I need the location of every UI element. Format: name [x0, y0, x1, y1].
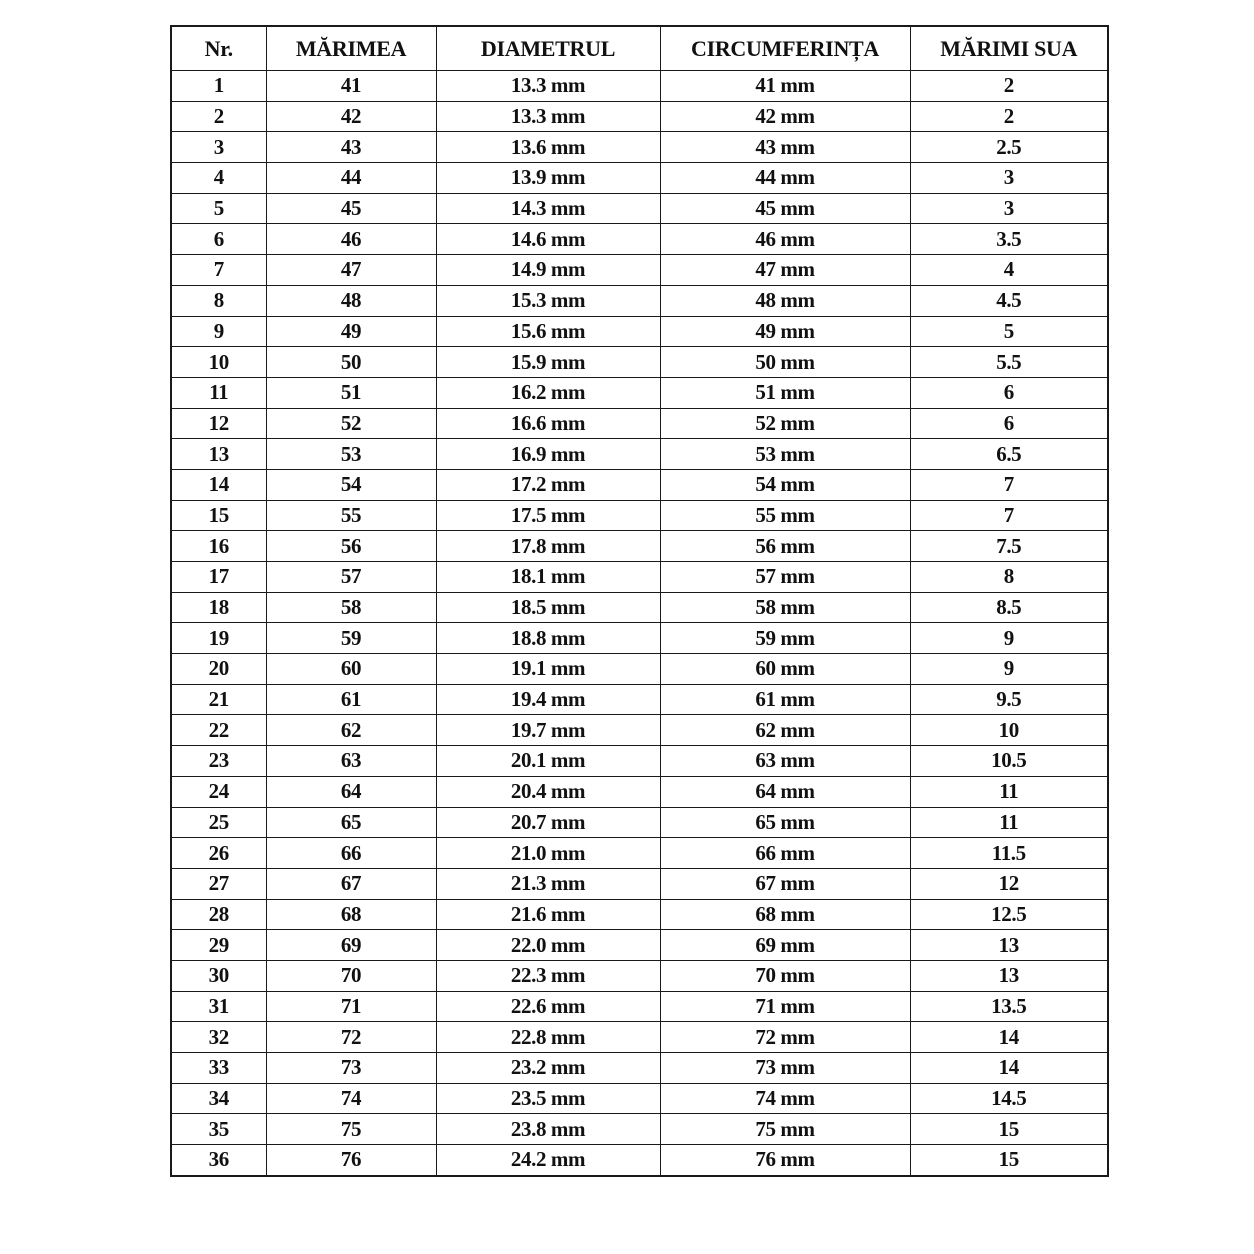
cell-nr: 7 — [171, 255, 266, 286]
cell-diameter: 20.4 mm — [436, 776, 660, 807]
cell-us-size: 3.5 — [910, 224, 1108, 255]
cell-circumference: 60 mm — [660, 654, 910, 685]
cell-size: 56 — [266, 531, 436, 562]
cell-nr: 25 — [171, 807, 266, 838]
cell-diameter: 19.7 mm — [436, 715, 660, 746]
cell-diameter: 23.5 mm — [436, 1083, 660, 1114]
header-nr: Nr. — [171, 26, 266, 71]
cell-nr: 35 — [171, 1114, 266, 1145]
cell-diameter: 17.2 mm — [436, 469, 660, 500]
table-row — [171, 1083, 1108, 1114]
cell-circumference: 53 mm — [660, 439, 910, 470]
cell-diameter: 18.1 mm — [436, 562, 660, 593]
cell-size: 42 — [266, 101, 436, 132]
table-row — [171, 163, 1108, 194]
header-row — [171, 26, 1108, 71]
cell-nr: 9 — [171, 316, 266, 347]
cell-diameter: 23.8 mm — [436, 1114, 660, 1145]
table-row — [171, 562, 1108, 593]
cell-us-size: 8.5 — [910, 592, 1108, 623]
cell-size: 58 — [266, 592, 436, 623]
table-row — [171, 347, 1108, 378]
cell-us-size: 7.5 — [910, 531, 1108, 562]
table-row — [171, 1022, 1108, 1053]
cell-diameter: 15.6 mm — [436, 316, 660, 347]
cell-circumference: 76 mm — [660, 1145, 910, 1176]
cell-diameter: 21.6 mm — [436, 899, 660, 930]
table-row — [171, 316, 1108, 347]
cell-circumference: 73 mm — [660, 1053, 910, 1084]
ring-size-table — [170, 25, 1109, 1177]
table-row — [171, 500, 1108, 531]
cell-diameter: 17.5 mm — [436, 500, 660, 531]
table-row — [171, 960, 1108, 991]
cell-circumference: 55 mm — [660, 500, 910, 531]
cell-nr: 23 — [171, 746, 266, 777]
cell-diameter: 15.3 mm — [436, 285, 660, 316]
table-row — [171, 684, 1108, 715]
cell-us-size: 14.5 — [910, 1083, 1108, 1114]
cell-circumference: 69 mm — [660, 930, 910, 961]
cell-us-size: 15 — [910, 1145, 1108, 1176]
cell-nr: 29 — [171, 930, 266, 961]
cell-us-size: 2 — [910, 71, 1108, 102]
cell-circumference: 75 mm — [660, 1114, 910, 1145]
table-row — [171, 868, 1108, 899]
cell-circumference: 66 mm — [660, 838, 910, 869]
cell-diameter: 14.9 mm — [436, 255, 660, 286]
cell-us-size: 10 — [910, 715, 1108, 746]
cell-nr: 19 — [171, 623, 266, 654]
cell-nr: 18 — [171, 592, 266, 623]
cell-nr: 1 — [171, 71, 266, 102]
cell-size: 43 — [266, 132, 436, 163]
cell-size: 49 — [266, 316, 436, 347]
cell-nr: 15 — [171, 500, 266, 531]
cell-circumference: 52 mm — [660, 408, 910, 439]
cell-us-size: 4.5 — [910, 285, 1108, 316]
cell-size: 44 — [266, 163, 436, 194]
table-row — [171, 285, 1108, 316]
cell-size: 66 — [266, 838, 436, 869]
table-row — [171, 930, 1108, 961]
cell-nr: 16 — [171, 531, 266, 562]
cell-nr: 5 — [171, 193, 266, 224]
cell-diameter: 24.2 mm — [436, 1145, 660, 1176]
cell-us-size: 9 — [910, 623, 1108, 654]
header-circumference: CIRCUMFERINȚA — [660, 26, 910, 71]
cell-us-size: 11 — [910, 776, 1108, 807]
cell-us-size: 13.5 — [910, 991, 1108, 1022]
table-row — [171, 101, 1108, 132]
cell-size: 63 — [266, 746, 436, 777]
cell-diameter: 22.0 mm — [436, 930, 660, 961]
table-body — [171, 71, 1108, 1176]
cell-diameter: 20.1 mm — [436, 746, 660, 777]
cell-us-size: 14 — [910, 1053, 1108, 1084]
table-row — [171, 746, 1108, 777]
table-row — [171, 807, 1108, 838]
cell-size: 47 — [266, 255, 436, 286]
cell-us-size: 13 — [910, 930, 1108, 961]
cell-diameter: 22.3 mm — [436, 960, 660, 991]
cell-nr: 21 — [171, 684, 266, 715]
table-row — [171, 991, 1108, 1022]
cell-diameter: 19.1 mm — [436, 654, 660, 685]
cell-size: 62 — [266, 715, 436, 746]
cell-us-size: 6.5 — [910, 439, 1108, 470]
cell-size: 64 — [266, 776, 436, 807]
cell-us-size: 3 — [910, 163, 1108, 194]
cell-size: 57 — [266, 562, 436, 593]
table-row — [171, 377, 1108, 408]
cell-circumference: 42 mm — [660, 101, 910, 132]
cell-size: 50 — [266, 347, 436, 378]
cell-nr: 32 — [171, 1022, 266, 1053]
cell-us-size: 2 — [910, 101, 1108, 132]
cell-nr: 2 — [171, 101, 266, 132]
cell-circumference: 44 mm — [660, 163, 910, 194]
table-row — [171, 469, 1108, 500]
cell-us-size: 13 — [910, 960, 1108, 991]
cell-diameter: 13.6 mm — [436, 132, 660, 163]
cell-diameter: 16.6 mm — [436, 408, 660, 439]
cell-us-size: 8 — [910, 562, 1108, 593]
cell-circumference: 61 mm — [660, 684, 910, 715]
cell-us-size: 6 — [910, 408, 1108, 439]
cell-nr: 26 — [171, 838, 266, 869]
ring-size-chart — [170, 25, 1107, 1177]
cell-diameter: 18.8 mm — [436, 623, 660, 654]
cell-nr: 4 — [171, 163, 266, 194]
cell-circumference: 74 mm — [660, 1083, 910, 1114]
cell-size: 65 — [266, 807, 436, 838]
cell-circumference: 45 mm — [660, 193, 910, 224]
cell-size: 72 — [266, 1022, 436, 1053]
cell-us-size: 4 — [910, 255, 1108, 286]
cell-nr: 34 — [171, 1083, 266, 1114]
table-row — [171, 255, 1108, 286]
cell-circumference: 64 mm — [660, 776, 910, 807]
cell-nr: 6 — [171, 224, 266, 255]
cell-us-size: 10.5 — [910, 746, 1108, 777]
cell-diameter: 17.8 mm — [436, 531, 660, 562]
table-row — [171, 531, 1108, 562]
cell-size: 52 — [266, 408, 436, 439]
cell-nr: 12 — [171, 408, 266, 439]
cell-circumference: 71 mm — [660, 991, 910, 1022]
cell-nr: 3 — [171, 132, 266, 163]
cell-circumference: 46 mm — [660, 224, 910, 255]
header-size: MĂRIMEA — [266, 26, 436, 71]
cell-nr: 22 — [171, 715, 266, 746]
cell-nr: 14 — [171, 469, 266, 500]
cell-diameter: 23.2 mm — [436, 1053, 660, 1084]
cell-size: 68 — [266, 899, 436, 930]
cell-nr: 36 — [171, 1145, 266, 1176]
cell-circumference: 65 mm — [660, 807, 910, 838]
cell-us-size: 3 — [910, 193, 1108, 224]
cell-us-size: 5.5 — [910, 347, 1108, 378]
cell-nr: 10 — [171, 347, 266, 378]
cell-diameter: 20.7 mm — [436, 807, 660, 838]
cell-nr: 8 — [171, 285, 266, 316]
cell-us-size: 11 — [910, 807, 1108, 838]
table-row — [171, 439, 1108, 470]
cell-circumference: 49 mm — [660, 316, 910, 347]
cell-diameter: 21.0 mm — [436, 838, 660, 869]
cell-circumference: 41 mm — [660, 71, 910, 102]
cell-circumference: 51 mm — [660, 377, 910, 408]
cell-size: 51 — [266, 377, 436, 408]
cell-us-size: 12 — [910, 868, 1108, 899]
cell-nr: 13 — [171, 439, 266, 470]
table-row — [171, 654, 1108, 685]
cell-size: 41 — [266, 71, 436, 102]
header-us-size: MĂRIMI SUA — [910, 26, 1108, 71]
cell-size: 76 — [266, 1145, 436, 1176]
table-row — [171, 623, 1108, 654]
cell-diameter: 14.3 mm — [436, 193, 660, 224]
cell-size: 67 — [266, 868, 436, 899]
cell-circumference: 43 mm — [660, 132, 910, 163]
table-row — [171, 1145, 1108, 1176]
cell-diameter: 16.9 mm — [436, 439, 660, 470]
table-row — [171, 408, 1108, 439]
cell-diameter: 15.9 mm — [436, 347, 660, 378]
cell-diameter: 14.6 mm — [436, 224, 660, 255]
table-row — [171, 224, 1108, 255]
cell-nr: 31 — [171, 991, 266, 1022]
table-row — [171, 1053, 1108, 1084]
cell-size: 55 — [266, 500, 436, 531]
table-row — [171, 1114, 1108, 1145]
cell-size: 75 — [266, 1114, 436, 1145]
table-row — [171, 838, 1108, 869]
cell-nr: 27 — [171, 868, 266, 899]
cell-us-size: 6 — [910, 377, 1108, 408]
table-row — [171, 71, 1108, 102]
cell-circumference: 58 mm — [660, 592, 910, 623]
cell-circumference: 59 mm — [660, 623, 910, 654]
cell-nr: 28 — [171, 899, 266, 930]
cell-us-size: 12.5 — [910, 899, 1108, 930]
cell-us-size: 7 — [910, 500, 1108, 531]
cell-size: 60 — [266, 654, 436, 685]
cell-diameter: 16.2 mm — [436, 377, 660, 408]
cell-us-size: 11.5 — [910, 838, 1108, 869]
cell-nr: 30 — [171, 960, 266, 991]
cell-circumference: 56 mm — [660, 531, 910, 562]
table-header — [171, 26, 1108, 71]
cell-size: 45 — [266, 193, 436, 224]
table-row — [171, 776, 1108, 807]
cell-us-size: 14 — [910, 1022, 1108, 1053]
cell-diameter: 13.3 mm — [436, 71, 660, 102]
cell-size: 48 — [266, 285, 436, 316]
cell-size: 70 — [266, 960, 436, 991]
cell-us-size: 15 — [910, 1114, 1108, 1145]
cell-us-size: 5 — [910, 316, 1108, 347]
cell-circumference: 72 mm — [660, 1022, 910, 1053]
header-diameter: DIAMETRUL — [436, 26, 660, 71]
table-row — [171, 193, 1108, 224]
cell-size: 73 — [266, 1053, 436, 1084]
table-row — [171, 132, 1108, 163]
cell-circumference: 57 mm — [660, 562, 910, 593]
cell-circumference: 48 mm — [660, 285, 910, 316]
cell-diameter: 21.3 mm — [436, 868, 660, 899]
cell-diameter: 19.4 mm — [436, 684, 660, 715]
cell-size: 74 — [266, 1083, 436, 1114]
cell-nr: 20 — [171, 654, 266, 685]
cell-circumference: 54 mm — [660, 469, 910, 500]
cell-circumference: 70 mm — [660, 960, 910, 991]
cell-circumference: 62 mm — [660, 715, 910, 746]
cell-diameter: 18.5 mm — [436, 592, 660, 623]
cell-size: 46 — [266, 224, 436, 255]
table-row — [171, 899, 1108, 930]
cell-us-size: 9 — [910, 654, 1108, 685]
cell-diameter: 13.3 mm — [436, 101, 660, 132]
cell-size: 61 — [266, 684, 436, 715]
cell-size: 69 — [266, 930, 436, 961]
cell-size: 59 — [266, 623, 436, 654]
cell-size: 53 — [266, 439, 436, 470]
cell-nr: 24 — [171, 776, 266, 807]
cell-nr: 11 — [171, 377, 266, 408]
cell-us-size: 9.5 — [910, 684, 1108, 715]
cell-diameter: 22.6 mm — [436, 991, 660, 1022]
cell-size: 54 — [266, 469, 436, 500]
cell-size: 71 — [266, 991, 436, 1022]
cell-us-size: 2.5 — [910, 132, 1108, 163]
table-row — [171, 715, 1108, 746]
cell-circumference: 50 mm — [660, 347, 910, 378]
cell-circumference: 67 mm — [660, 868, 910, 899]
cell-diameter: 22.8 mm — [436, 1022, 660, 1053]
cell-circumference: 47 mm — [660, 255, 910, 286]
table-row — [171, 592, 1108, 623]
cell-circumference: 68 mm — [660, 899, 910, 930]
cell-us-size: 7 — [910, 469, 1108, 500]
cell-circumference: 63 mm — [660, 746, 910, 777]
cell-nr: 17 — [171, 562, 266, 593]
cell-diameter: 13.9 mm — [436, 163, 660, 194]
cell-nr: 33 — [171, 1053, 266, 1084]
